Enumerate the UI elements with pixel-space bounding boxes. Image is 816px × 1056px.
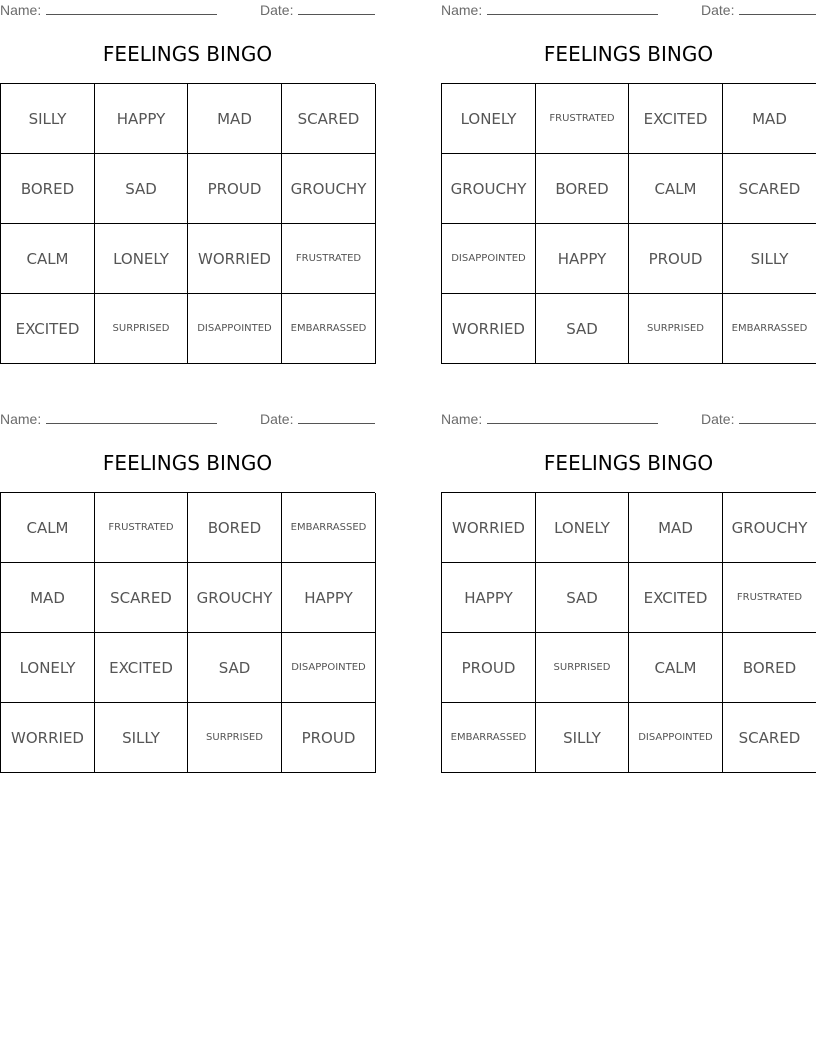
bingo-cell[interactable]: PROUD <box>188 154 282 224</box>
name-field-line[interactable] <box>487 423 658 424</box>
bingo-cell[interactable]: FRUSTRATED <box>723 563 816 633</box>
bingo-cell[interactable]: GROUCHY <box>188 563 282 633</box>
bingo-cell[interactable]: WORRIED <box>442 493 536 563</box>
bingo-cell[interactable]: EMBARRASSED <box>282 294 376 364</box>
bingo-cell[interactable]: FRUSTRATED <box>95 493 188 563</box>
bingo-cell[interactable]: SILLY <box>1 84 95 154</box>
bingo-cell[interactable]: SILLY <box>536 703 629 773</box>
date-field-line[interactable] <box>298 14 375 15</box>
bingo-cell[interactable]: WORRIED <box>188 224 282 294</box>
name-date-row <box>0 409 375 429</box>
bingo-cell[interactable]: HAPPY <box>536 224 629 294</box>
bingo-cell[interactable]: MAD <box>723 84 816 154</box>
bingo-cell[interactable]: LONELY <box>95 224 188 294</box>
bingo-cell[interactable]: SILLY <box>723 224 816 294</box>
bingo-cell[interactable]: HAPPY <box>282 563 376 633</box>
bingo-cell[interactable]: BORED <box>1 154 95 224</box>
name-label: Name: <box>441 411 483 427</box>
bingo-cell[interactable]: SAD <box>536 294 629 364</box>
bingo-cell[interactable]: EMBARRASSED <box>442 703 536 773</box>
bingo-cell[interactable]: BORED <box>536 154 629 224</box>
bingo-cell[interactable]: LONELY <box>1 633 95 703</box>
bingo-cell[interactable]: DISAPPOINTED <box>282 633 376 703</box>
bingo-cell[interactable]: MAD <box>629 493 723 563</box>
bingo-cell[interactable]: SCARED <box>95 563 188 633</box>
name-field-line[interactable] <box>46 14 217 15</box>
bingo-cell[interactable]: CALM <box>1 224 95 294</box>
bingo-cell[interactable]: FRUSTRATED <box>536 84 629 154</box>
bingo-grid <box>0 83 375 364</box>
bingo-cell[interactable]: MAD <box>1 563 95 633</box>
date-field-line[interactable] <box>739 14 816 15</box>
bingo-cell[interactable]: EMBARRASSED <box>282 493 376 563</box>
bingo-cell[interactable]: EXCITED <box>629 563 723 633</box>
bingo-cell[interactable]: HAPPY <box>442 563 536 633</box>
bingo-cell[interactable]: EXCITED <box>1 294 95 364</box>
name-label: Name: <box>0 411 42 427</box>
bingo-cell[interactable]: BORED <box>188 493 282 563</box>
bingo-cell[interactable]: HAPPY <box>95 84 188 154</box>
date-field-line[interactable] <box>739 423 816 424</box>
date-label: Date: <box>701 2 735 18</box>
bingo-cell[interactable]: SURPRISED <box>188 703 282 773</box>
bingo-cell[interactable]: SAD <box>188 633 282 703</box>
name-label: Name: <box>0 2 42 18</box>
bingo-cell[interactable]: EMBARRASSED <box>723 294 816 364</box>
bingo-cell[interactable]: GROUCHY <box>442 154 536 224</box>
bingo-cell[interactable]: LONELY <box>442 84 536 154</box>
date-label: Date: <box>260 411 294 427</box>
bingo-cell[interactable]: SCARED <box>723 703 816 773</box>
bingo-cell[interactable]: BORED <box>723 633 816 703</box>
bingo-grid <box>441 492 816 773</box>
bingo-cell[interactable]: SURPRISED <box>629 294 723 364</box>
bingo-cell[interactable]: GROUCHY <box>723 493 816 563</box>
bingo-cell[interactable]: CALM <box>1 493 95 563</box>
bingo-cell[interactable]: WORRIED <box>1 703 95 773</box>
bingo-cell[interactable]: SURPRISED <box>536 633 629 703</box>
bingo-cell[interactable]: EXCITED <box>95 633 188 703</box>
date-label: Date: <box>701 411 735 427</box>
bingo-cell[interactable]: CALM <box>629 633 723 703</box>
name-date-row <box>441 0 816 20</box>
bingo-cell[interactable]: WORRIED <box>442 294 536 364</box>
bingo-cell[interactable]: MAD <box>188 84 282 154</box>
bingo-grid <box>0 492 375 773</box>
bingo-cell[interactable]: DISAPPOINTED <box>442 224 536 294</box>
bingo-cell[interactable]: DISAPPOINTED <box>188 294 282 364</box>
name-date-row <box>0 0 375 20</box>
bingo-cell[interactable]: PROUD <box>629 224 723 294</box>
bingo-cell[interactable]: EXCITED <box>629 84 723 154</box>
bingo-cell[interactable]: FRUSTRATED <box>282 224 376 294</box>
bingo-cell[interactable]: CALM <box>629 154 723 224</box>
bingo-cell[interactable]: SILLY <box>95 703 188 773</box>
card-title: FEELINGS BINGO <box>102 451 273 475</box>
bingo-grid <box>441 83 816 364</box>
card-title: FEELINGS BINGO <box>543 451 714 475</box>
bingo-cell[interactable]: LONELY <box>536 493 629 563</box>
bingo-cell[interactable]: SAD <box>95 154 188 224</box>
card-title: FEELINGS BINGO <box>543 42 714 66</box>
name-date-row <box>441 409 816 429</box>
date-field-line[interactable] <box>298 423 375 424</box>
bingo-cell[interactable]: SCARED <box>723 154 816 224</box>
bingo-cell[interactable]: SAD <box>536 563 629 633</box>
bingo-cell[interactable]: GROUCHY <box>282 154 376 224</box>
card-title: FEELINGS BINGO <box>102 42 273 66</box>
bingo-cell[interactable]: PROUD <box>282 703 376 773</box>
date-label: Date: <box>260 2 294 18</box>
bingo-cell[interactable]: SCARED <box>282 84 376 154</box>
name-field-line[interactable] <box>487 14 658 15</box>
bingo-cell[interactable]: DISAPPOINTED <box>629 703 723 773</box>
bingo-cell[interactable]: PROUD <box>442 633 536 703</box>
bingo-cell[interactable]: SURPRISED <box>95 294 188 364</box>
name-field-line[interactable] <box>46 423 217 424</box>
name-label: Name: <box>441 2 483 18</box>
